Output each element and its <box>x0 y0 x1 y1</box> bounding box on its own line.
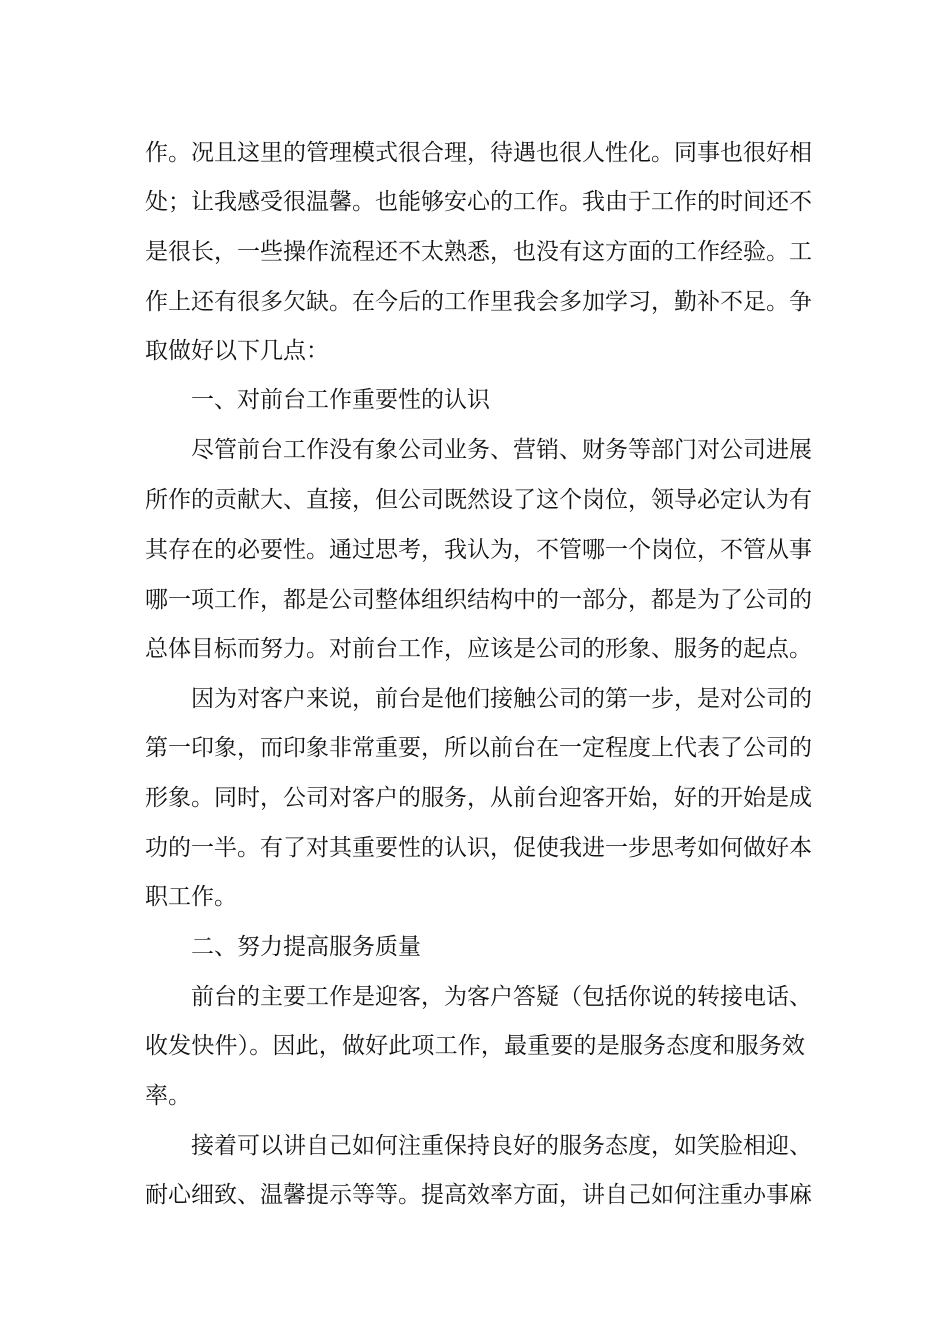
section-heading: 二、努力提高服务质量 <box>191 934 421 960</box>
text-line: 率。 <box>145 1083 191 1109</box>
text-line: 取做好以下几点： <box>145 338 329 364</box>
text-line: 耐心细致、温馨提示等等。提高效率方面，讲自己如何注重办事麻 <box>145 1182 812 1208</box>
section-heading: 一、对前台工作重要性的认识 <box>191 387 490 413</box>
text-line: 尽管前台工作没有象公司业务、营销、财务等部门对公司进展 <box>191 437 812 463</box>
text-line: 前台的主要工作是迎客，为客户答疑（包括你说的转接电话、 <box>191 984 812 1010</box>
text-line: 其存在的必要性。通过思考，我认为，不管哪一个岗位，不管从事 <box>145 537 812 563</box>
text-line: 收发快件）。因此，做好此项工作，最重要的是服务态度和服务效 <box>145 1033 805 1059</box>
text-line: 作。况且这里的管理模式很合理，待遇也很人性化。同事也很好相 <box>145 140 812 166</box>
text-line: 作上还有很多欠缺。在今后的工作里我会多加学习，勤补不足。争 <box>145 289 812 315</box>
text-line: 职工作。 <box>145 884 237 910</box>
text-line: 接着可以讲自己如何注重保持良好的服务态度，如笑脸相迎、 <box>191 1133 812 1159</box>
text-line: 哪一项工作，都是公司整体组织结构中的一部分，都是为了公司的 <box>145 587 812 613</box>
text-line: 是很长，一些操作流程还不太熟悉，也没有这方面的工作经验。工 <box>145 239 812 265</box>
text-line: 所作的贡献大、直接，但公司既然设了这个岗位，领导必定认为有 <box>145 487 812 513</box>
text-line: 处；让我感受很温馨。也能够安心的工作。我由于工作的时间还不 <box>145 189 812 215</box>
text-line: 总体目标而努力。对前台工作，应该是公司的形象、服务的起点。 <box>145 636 812 662</box>
text-line: 形象。同时，公司对客户的服务，从前台迎客开始，好的开始是成 <box>145 785 812 811</box>
text-line: 第一印象，而印象非常重要，所以前台在一定程度上代表了公司的 <box>145 735 812 761</box>
text-line: 因为对客户来说，前台是他们接触公司的第一步，是对公司的 <box>191 686 812 712</box>
text-line: 功的一半。有了对其重要性的认识，促使我进一步思考如何做好本 <box>145 835 812 861</box>
